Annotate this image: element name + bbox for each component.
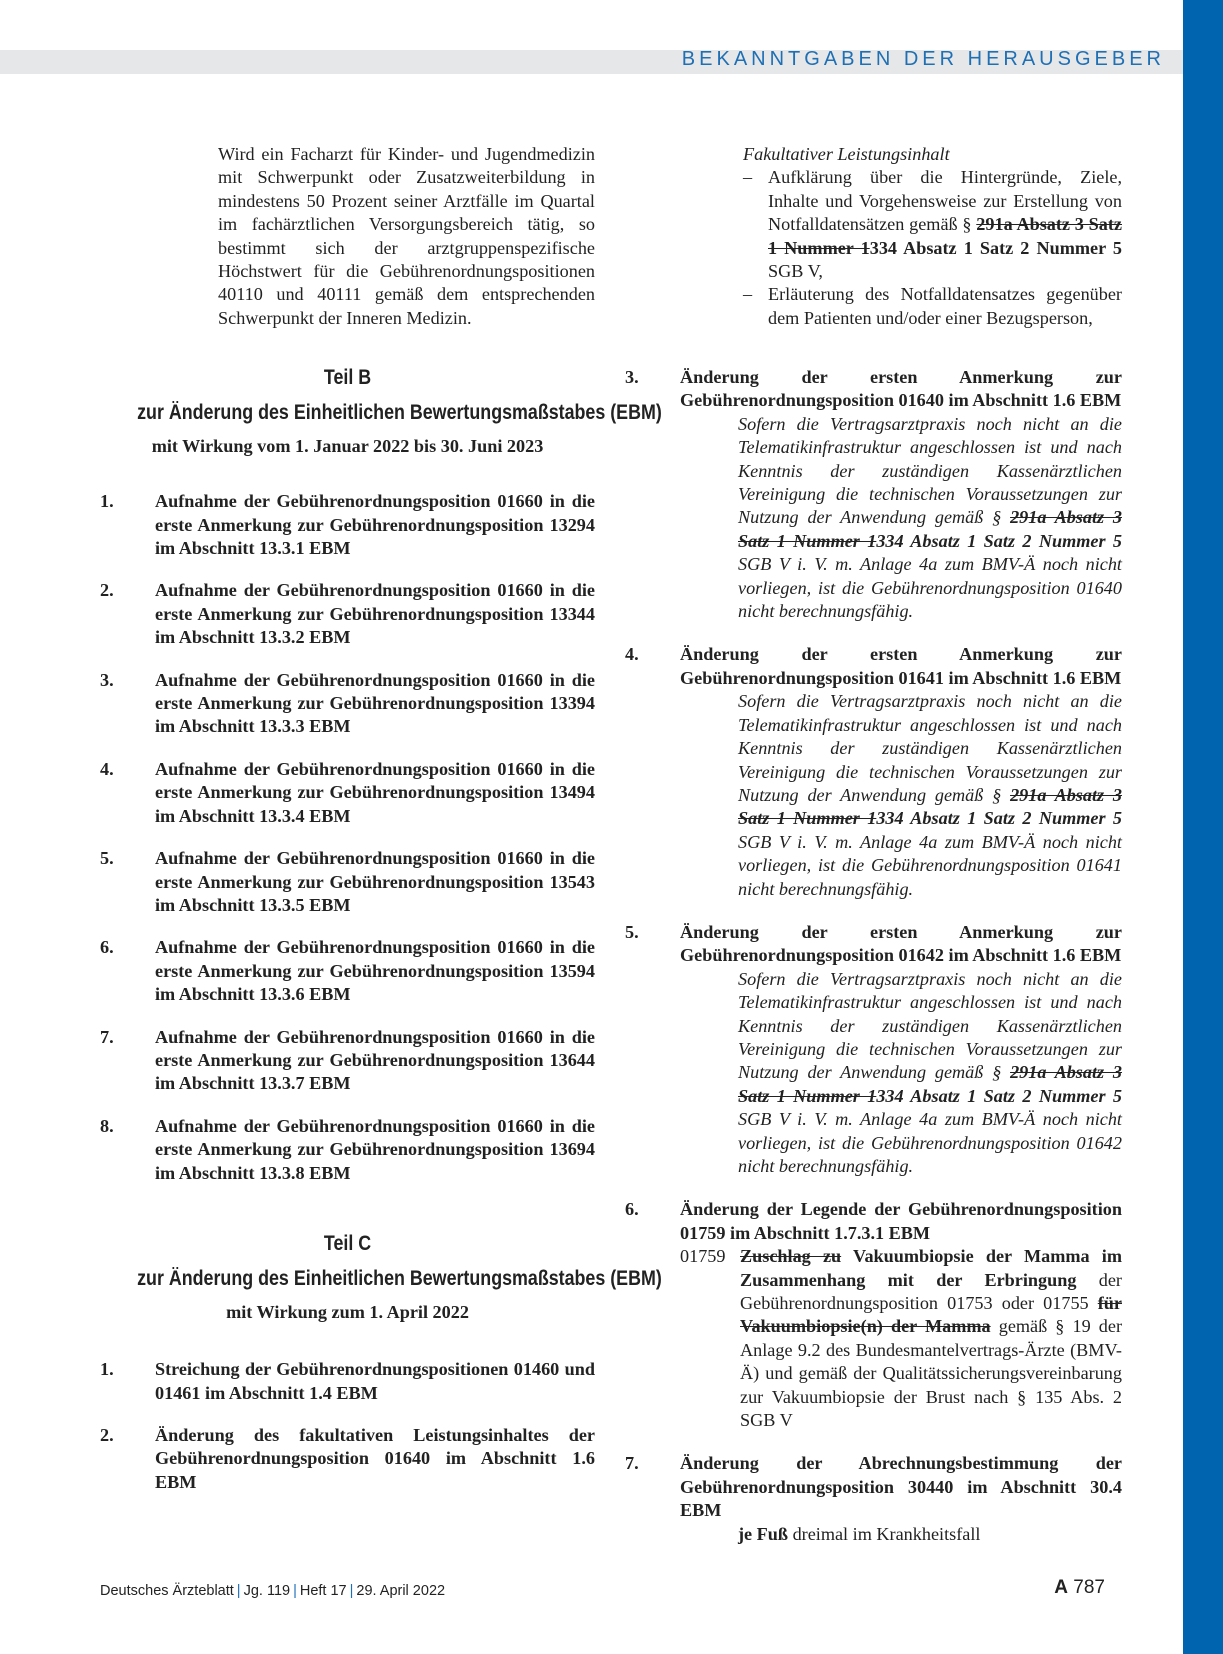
annotation-text-part: Sofern die Vertragsarztpraxis noch nicht an die Telematikinfrastruktur angeschlossen ist und nach Kenntnis der zuständigen Kassenärztlichen Vereinigung die technischen Voraussetzungen zur Nutzung der Anwendung gemäß §: [738, 691, 1122, 805]
separator: |: [293, 1583, 297, 1599]
deleted-text: 291a Absatz 3 Satz 1 Nummer 1: [738, 507, 1122, 551]
numbered-item: [100, 1424, 595, 1494]
bullet-text: Erläuterung des Notfalldatensatzes gegenüber dem Patienten und/oder einer Bezugsperson,: [768, 284, 1122, 328]
fakultativ-heading: Fakultativer Leistungsinhalt: [743, 144, 950, 164]
gop-code: 01759: [680, 1246, 726, 1267]
item-heading: Änderung der Legende der Gebührenordnungsposition 01759 im Abschnitt 1.7.3.1 EBM: [680, 1199, 1122, 1243]
item-number: 4.: [625, 644, 639, 665]
item-number: 7.: [100, 1026, 114, 1047]
item-heading: Aufnahme der Gebührenordnungsposition 01660 in die erste Anmerkung zur Gebührenordnungsposition 13294 im Abschnitt 13.3.1 EBM: [155, 491, 595, 559]
billing-rule-part: dreimal im Krankheitsfall: [788, 1523, 981, 1544]
separator: |: [236, 1583, 241, 1599]
teil-b-section: [100, 366, 662, 1185]
intro-paragraph: Wird ein Facharzt für Kinder- und Jugendmedizin mit Schwerpunkt oder Zusatzweiterbildung in mindestens 50 Prozent seiner Arztfälle im Quartal im fachärztlichen Versorgungsbereich tätig, so bestimmt sich der arztgruppenspezifische Höchstwert für die Gebührenordnungspositionen 40110 und 40111 gemäß dem entsprechenden Schwerpunkt der Inneren Medizin.: [218, 144, 595, 328]
numbered-item: [100, 847, 595, 917]
bullet-text: SGB V,: [768, 261, 823, 282]
item-heading: Änderung der ersten Anmerkung zur Gebührenordnungsposition 01640 im Abschnitt 1.6 EBM: [680, 367, 1122, 411]
page-number-value: 787: [1073, 1577, 1105, 1598]
volume: Jg. 119: [243, 1583, 291, 1599]
teil-b-title: Teil B: [323, 366, 372, 389]
item-number: 2.: [100, 1425, 114, 1446]
footer-citation: [100, 1583, 445, 1599]
item-number: 2.: [100, 580, 114, 601]
item-number: 5.: [100, 848, 114, 869]
teil-c-title: Teil C: [323, 1232, 372, 1255]
numbered-item: [100, 579, 595, 649]
separator: |: [349, 1583, 354, 1599]
legend-text-part: der Gebührenordnungsposition 01753 oder 01755: [740, 1269, 1122, 1314]
annotation-text: [738, 968, 1122, 1179]
item-heading: Streichung der Gebührenordnungspositionen 01460 und 01461 im Abschnitt 1.4 EBM: [155, 1359, 595, 1403]
item-number: 8.: [100, 1115, 114, 1136]
teil-c-section: [100, 1232, 662, 1494]
teil-b-subtitle: zur Änderung des Einheitlichen Bewertungsmaßstabes (EBM): [137, 401, 662, 425]
item-heading: Aufnahme der Gebührenordnungsposition 01660 in die erste Anmerkung zur Gebührenordnungsposition 13594 im Abschnitt 13.3.6 EBM: [155, 937, 595, 1005]
right-column-top: [625, 143, 1122, 330]
teil-b-item-list: [100, 490, 595, 1185]
item-number: 6.: [100, 937, 114, 958]
item-heading: Aufnahme der Gebührenordnungsposition 01660 in die erste Anmerkung zur Gebührenordnungsposition 13344 im Abschnitt 13.3.2 EBM: [155, 580, 595, 648]
amendment-item: [625, 1452, 1122, 1546]
item-number: 7.: [625, 1453, 639, 1474]
page-prefix: A: [1054, 1577, 1069, 1598]
annotation-text-part: SGB V i. V. m. Anlage 4a zum BMV-Ä noch nicht vorliegen, ist die Gebührenordnungsposition 01640 nicht berechnungsfähig.: [738, 554, 1122, 622]
amendment-item: [625, 921, 1122, 1178]
item-number: 5.: [625, 921, 639, 942]
billing-rule-text: [738, 1523, 1122, 1546]
item-heading: Änderung des fakultativen Leistungsinhaltes der Gebührenordnungsposition 01640 im Abschnitt 1.6 EBM: [155, 1425, 595, 1492]
item-heading: Änderung der Abrechnungsbestimmung der Gebührenordnungsposition 30440 im Abschnitt 30.4 EBM: [680, 1453, 1122, 1521]
amendment-item: [625, 366, 1122, 623]
legend-text: [680, 1245, 1122, 1432]
numbered-item: [100, 1115, 595, 1185]
item-heading: Aufnahme der Gebührenordnungsposition 01660 in die erste Anmerkung zur Gebührenordnungsposition 13543 im Abschnitt 13.3.5 EBM: [155, 848, 595, 915]
amendment-item: [625, 1198, 1122, 1432]
annotation-text-part: Sofern die Vertragsarztpraxis noch nicht an die Telematikinfrastruktur angeschlossen ist und nach Kenntnis der zuständigen Kassenärztlichen Vereinigung die technischen Voraussetzungen zur Nutzung der Anwendung gemäß §: [738, 968, 1122, 1083]
deleted-text: 291a Absatz 3 Satz 1 Nummer 1: [738, 1062, 1122, 1106]
dash-mark: –: [743, 167, 753, 188]
item-heading: Änderung der ersten Anmerkung zur Gebührenordnungsposition 01641 im Abschnitt 1.6 EBM: [680, 644, 1122, 688]
legend-text-part: gemäß § 19 der Anlage 9.2 des Bundesmantelvertrags-Ärzte (BMV-Ä) und gemäß der Qualitätssicherungsvereinbarung zur Vakuumbiopsie der Brust nach § 135 Abs. 2 SGB V: [740, 1316, 1122, 1431]
issue-date: 29. April 2022: [356, 1583, 446, 1599]
teil-c-effective-date: mit Wirkung zum 1. April 2022: [226, 1301, 469, 1322]
inserted-text: 334 Absatz 1 Satz 2 Nummer 5: [876, 530, 1122, 551]
deleted-text: 291a Absatz 3 Satz 1 Nummer 1: [768, 214, 1122, 258]
annotation-text-part: Sofern die Vertragsarztpraxis noch nicht an die Telematikinfrastruktur angeschlossen ist und nach Kenntnis der zuständigen Kassenärztlichen Vereinigung die technischen Voraussetzungen zur Nutzung der Anwendung gemäß §: [738, 413, 1122, 528]
item-number: 3.: [625, 367, 639, 387]
item-heading: Aufnahme der Gebührenordnungsposition 01660 in die erste Anmerkung zur Gebührenordnungsposition 13394 im Abschnitt 13.3.3 EBM: [155, 669, 595, 737]
inserted-text: Vakuumbiopsie der Mamma im Zusammenhang mit der Erbringung: [740, 1246, 1122, 1290]
numbered-item: [100, 1358, 595, 1405]
teil-c-subtitle: zur Änderung des Einheitlichen Bewertungsmaßstabes (EBM): [137, 1267, 662, 1291]
fakultativ-bullet: [743, 166, 1122, 283]
item-heading: Änderung der ersten Anmerkung zur Gebührenordnungsposition 01642 im Abschnitt 1.6 EBM: [680, 921, 1122, 966]
left-column: [100, 143, 595, 330]
numbered-item: [100, 936, 595, 1006]
numbered-item: [100, 758, 595, 828]
item-number: 6.: [625, 1199, 639, 1220]
inserted-text: 334 Absatz 1 Satz 2 Nummer 5: [869, 237, 1122, 258]
dash-mark: –: [743, 284, 753, 305]
journal-name: Deutsches Ärzteblatt: [100, 1583, 234, 1599]
item-heading: Aufnahme der Gebührenordnungsposition 01660 in die erste Anmerkung zur Gebührenordnungsposition 13494 im Abschnitt 13.3.4 EBM: [155, 758, 595, 826]
numbered-item: [100, 669, 595, 739]
section-header-title: BEKANNTGABEN DER HERAUSGEBER: [681, 48, 1165, 70]
teil-c-item-list: [100, 1358, 595, 1494]
item-number: 1.: [100, 1359, 114, 1380]
amendment-item: [625, 643, 1122, 900]
inserted-text: 334 Absatz 1 Satz 2 Nummer 5: [876, 808, 1122, 829]
page-number: [1054, 1577, 1105, 1599]
item-number: 4.: [100, 758, 114, 779]
inserted-text: je Fuß: [738, 1523, 789, 1544]
item-number: 3.: [100, 669, 114, 690]
fakultativ-bullet: [743, 283, 1122, 330]
issue: Heft 17: [299, 1583, 347, 1599]
item-heading: Aufnahme der Gebührenordnungsposition 01660 in die erste Anmerkung zur Gebührenordnungsposition 13694 im Abschnitt 13.3.8 EBM: [155, 1115, 595, 1183]
item-number: 1.: [100, 491, 114, 512]
inserted-text: 334 Absatz 1 Satz 2 Nummer 5: [876, 1085, 1122, 1106]
numbered-item: [100, 1026, 595, 1096]
right-item-list: [625, 366, 1122, 1546]
deleted-text: für Vakuumbiopsie(n) der Mamma: [740, 1293, 1122, 1337]
teil-b-effective-date: mit Wirkung vom 1. Januar 2022 bis 30. Juni 2023: [151, 435, 544, 456]
annotation-text-part: SGB V i. V. m. Anlage 4a zum BMV-Ä noch nicht vorliegen, ist die Gebührenordnungsposition 01642 nicht berechnungsfähig.: [738, 1109, 1122, 1176]
edge-color-bar: [1183, 0, 1223, 1654]
bullet-text: Aufklärung über die Hintergründe, Ziele, Inhalte und Vorgehensweise zur Erstellung von Notfalldatensätzen gemäß §: [768, 167, 1122, 235]
deleted-text: Zuschlag zu: [740, 1246, 842, 1267]
annotation-text: [738, 413, 1122, 624]
annotation-text-part: SGB V i. V. m. Anlage 4a zum BMV-Ä noch nicht vorliegen, ist die Gebührenordnungsposition 01641 nicht berechnungsfähig.: [738, 831, 1122, 899]
annotation-text: [738, 690, 1122, 901]
item-heading: Aufnahme der Gebührenordnungsposition 01660 in die erste Anmerkung zur Gebührenordnungsposition 13644 im Abschnitt 13.3.7 EBM: [155, 1026, 595, 1094]
numbered-item: [100, 490, 595, 560]
deleted-text: 291a Absatz 3 Satz 1 Nummer 1: [738, 784, 1122, 829]
